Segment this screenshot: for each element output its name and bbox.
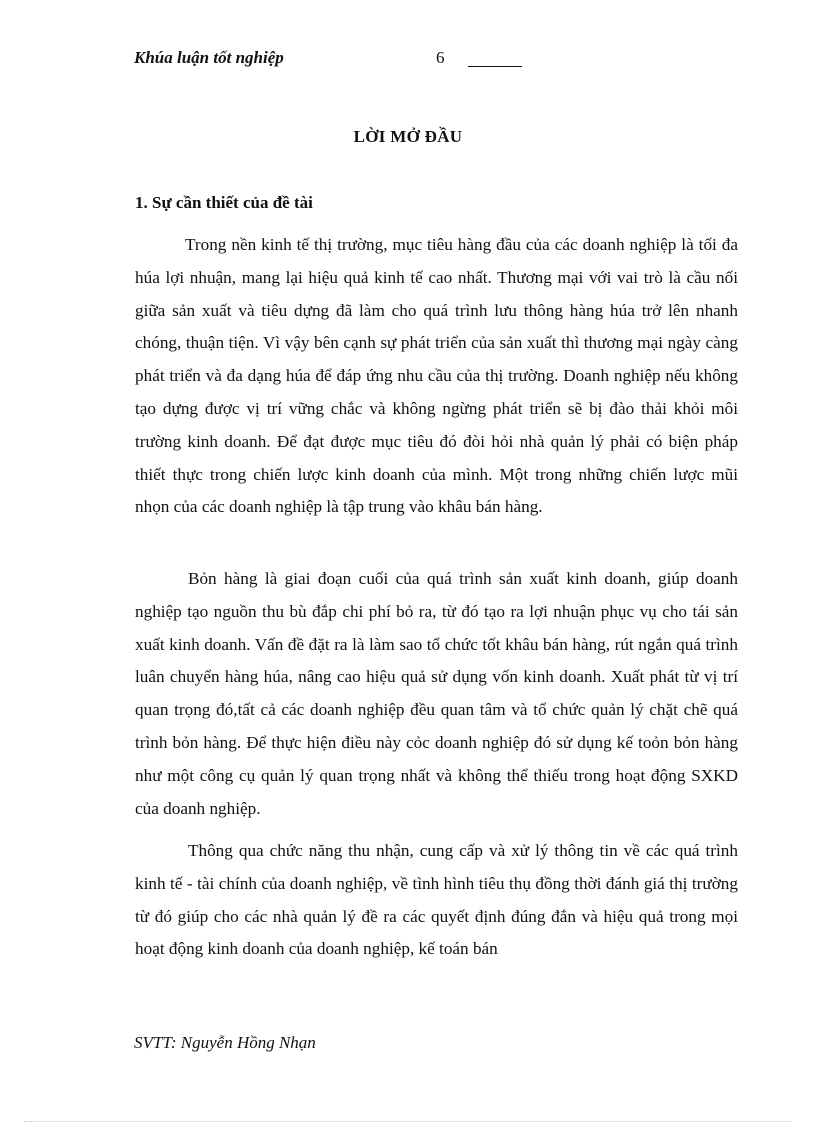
paragraph-3: Thông qua chức năng thu nhận, cung cấp và xử lý thông tin về các quá trình kinh tế - tài chính của doanh nghiệp, về tình hình tiêu thụ đồng thời đánh giá thị trường từ đó giúp cho các nhà quản lý đề ra các quyết định đúng đắn và hiệu quả trong mọi hoạt động kinh doanh của doanh nghiệp, kế toán bán xyxy=(135,841,738,959)
paragraph-2: Bỏn hàng là giai đoạn cuối của quá trình sản xuất kinh doanh, giúp doanh nghiệp tạo nguồn thu bù đắp chi phí bỏ ra, từ đó tạo ra lợi nhuận phục vụ cho tái sản xuất kinh doanh. Vấn đề đặt ra là làm sao tổ chức tốt khâu bán hàng, rút ngắn quá trình luân chuyển hàng húa, nâng cao hiệu quả sử dụng vốn kinh doanh. Xuất phát từ vị trí quan trọng đó,tất cả các doanh nghiệp đều quan tâm và tổ chức quản lý chặt chẽ quá trình bỏn hàng. Để thực hiện điều này cỏc doanh nghiệp đó sử dụng kế toỏn bỏn hàng như một công cụ quản lý quan trọng nhất và không thể thiếu trong hoạt động SXKD của doanh nghiệp. xyxy=(135,569,738,818)
header-title: Khúa luận tốt nghiệp xyxy=(134,48,284,67)
page-number: 6 xyxy=(436,48,445,67)
page-bottom-border xyxy=(24,1121,792,1122)
section-heading: 1. Sự cần thiết của đề tài xyxy=(135,193,313,212)
page-footer: SVTT: Nguyễn Hồng Nhạn xyxy=(134,1033,316,1052)
document-title: LỜI MỞ ĐẦU xyxy=(353,127,463,146)
page-header xyxy=(134,46,554,74)
header-rule xyxy=(468,66,522,67)
paragraph-1: Trong nền kinh tế thị trường, mục tiêu hàng đầu của các doanh nghiệp là tối đa húa lợi nhuận, mang lại hiệu quả kinh tế cao nhất. Thương mại với vai trò là cầu nối giữa sản xuất và tiêu dựng đã làm cho quá trình lưu thông hàng húa trở lên nhanh chóng, thuận tiện. Vì vậy bên cạnh sự phát triển của sản xuất thì thương mại ngày càng phát triển và đa dạng húa để đáp ứng nhu cầu của thị trường. Doanh nghiệp nếu không tạo dựng được vị trí vững chắc và không ngừng phát triển sẽ bị đào thải khỏi môi trường kinh doanh. Để đạt được mục tiêu đó đòi hỏi nhà quản lý phải có biện pháp thiết thực trong chiến lược kinh doanh của mình. Một trong những chiến lược mũi nhọn của các doanh nghiệp là tập trung vào khâu bán hàng. xyxy=(135,235,738,517)
